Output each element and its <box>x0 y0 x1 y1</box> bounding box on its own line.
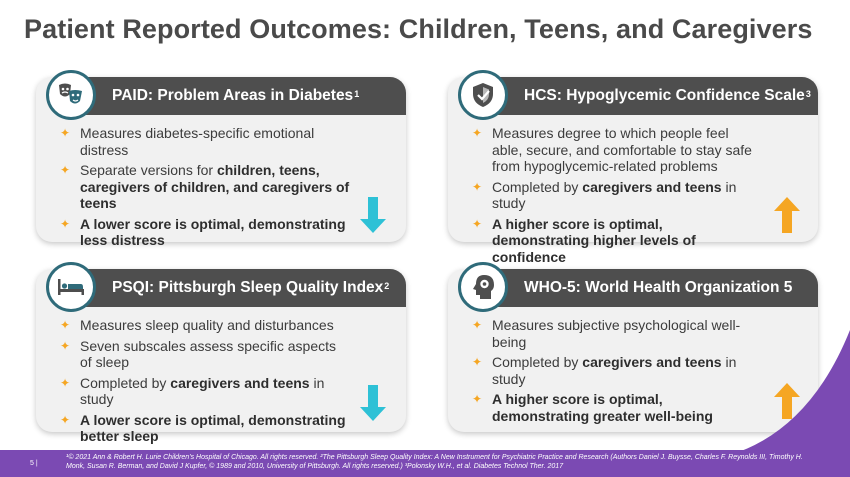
decorative-swoosh <box>730 330 850 455</box>
superscript: 1 <box>354 89 360 99</box>
badge <box>46 70 96 120</box>
card-title: PSQI: Pittsburgh Sleep Quality Index <box>112 279 384 296</box>
star-bullet-icon: ✦ <box>472 126 483 140</box>
star-bullet-icon: ✦ <box>472 392 483 406</box>
star-bullet-icon: ✦ <box>472 179 483 194</box>
list-item: ✦ Seven subscales assess specific aspects of sleep <box>60 337 337 370</box>
arrow-up-icon <box>774 197 800 233</box>
superscript: 2 <box>384 281 390 291</box>
bed-icon <box>56 275 86 299</box>
star-bullet-icon: ✦ <box>60 318 71 332</box>
card-title: PAID: Problem Areas in Diabetes <box>112 87 354 104</box>
bullet-list <box>60 125 350 253</box>
card-psqi <box>36 269 406 444</box>
badge <box>458 262 508 312</box>
list-item: ✦ Completed by caregivers and teens in study <box>472 354 737 387</box>
star-bullet-icon: ✦ <box>60 126 71 140</box>
star-bullet-icon: ✦ <box>472 318 483 332</box>
card-header <box>64 269 406 307</box>
head-gear-icon <box>468 272 498 302</box>
badge <box>458 70 508 120</box>
shield-icon <box>469 81 497 109</box>
star-bullet-icon: ✦ <box>60 163 71 177</box>
star-bullet-icon: ✦ <box>60 412 71 427</box>
card-hcs <box>448 77 818 265</box>
card-title: WHO-5: World Health Organization 5 <box>524 279 793 296</box>
list-item: ✦ A lower score is optimal, demonstrating better sleep <box>60 411 346 444</box>
card-header <box>476 269 818 307</box>
card-header <box>64 77 406 115</box>
card-title: HCS: Hypoglycemic Confidence Scale <box>524 87 805 104</box>
page-title: Patient Reported Outcomes: Children, Teens, and Caregivers <box>24 14 813 44</box>
list-item: ✦ Measures diabetes-specific emotional distress <box>60 125 315 158</box>
list-item: ✦ Measures sleep quality and disturbances <box>60 317 334 333</box>
footer-citations: ¹© 2021 Ann & Robert H. Lurie Children’s Hospital of Chicago. All rights reserved. ²The Pittsburgh Sleep Quality Index: A New Instrument for Psychiatric Practice and Research (Authors Daniel J. Buysse, Charles F. Reynolds III, Timothy H. Monk, Susan R. Berman, and David J Kupfer, © 1989 and 2010, University of Pittsburgh. All rights reserved.) ³Polonsky W.H., et al. Diabetes Technol Ther. 2017 <box>66 454 803 470</box>
list-item: ✦ A higher score is optimal, demonstrating greater well-being <box>472 391 713 424</box>
star-bullet-icon: ✦ <box>60 338 71 353</box>
list-item: ✦ Measures subjective psychological well-being <box>472 317 741 350</box>
list-item: ✦ Measures degree to which people feel able, secure, and comfortable to stay safe from hypoglycemic-related problems <box>472 125 752 174</box>
superscript: 3 <box>805 89 811 99</box>
list-item: ✦ A lower score is optimal, demonstrating less distress <box>60 215 346 248</box>
bullet-list <box>472 317 762 428</box>
arrow-down-icon <box>360 385 386 421</box>
card-header <box>476 77 818 115</box>
star-bullet-icon: ✦ <box>472 216 483 231</box>
card-paid <box>36 77 406 248</box>
list-item: ✦ Completed by caregivers and teens in study <box>60 374 325 407</box>
star-bullet-icon: ✦ <box>60 375 71 390</box>
star-bullet-icon: ✦ <box>472 355 483 369</box>
page-number: 5 | <box>30 460 38 467</box>
list-item: ✦ Separate versions for children, teens, caregivers of children, and caregivers of teens <box>60 162 350 211</box>
list-item: ✦ A higher score is optimal, demonstrating higher levels of confidence <box>472 215 696 265</box>
badge <box>46 262 96 312</box>
star-bullet-icon: ✦ <box>60 216 71 231</box>
list-item: ✦ Completed by caregivers and teens in study <box>472 178 737 211</box>
bullet-list <box>472 125 762 269</box>
footer <box>0 450 850 477</box>
bullet-list <box>60 317 350 449</box>
theater-masks-icon <box>56 80 86 110</box>
arrow-down-icon <box>360 197 386 233</box>
